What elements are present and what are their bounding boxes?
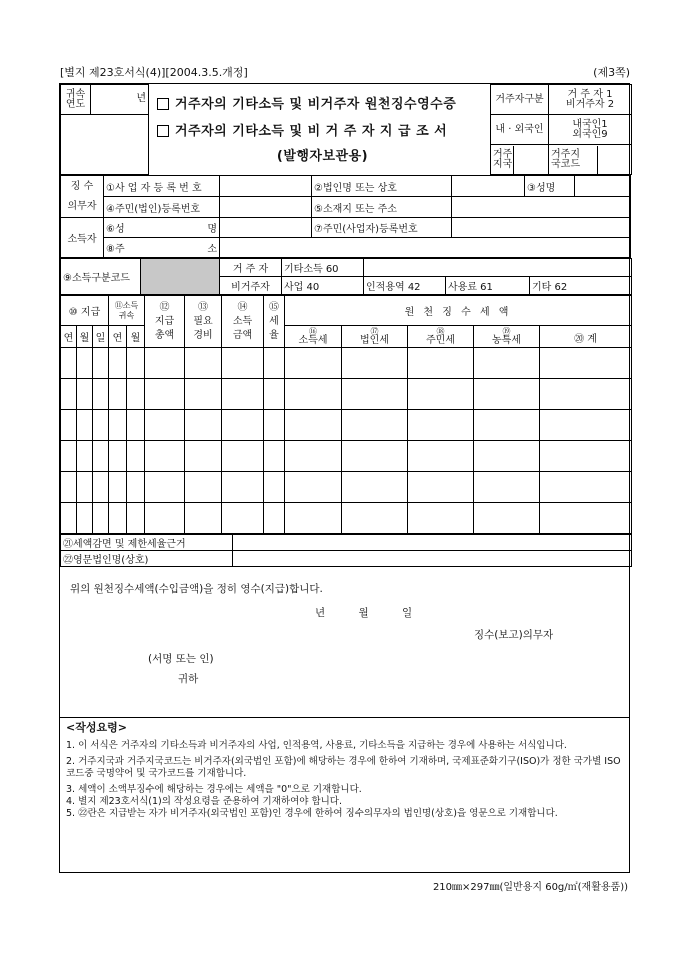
col-rate: ⑮ 세 율 <box>264 296 285 348</box>
table-row <box>61 503 632 534</box>
table-cell[interactable] <box>342 441 408 472</box>
table-row <box>61 472 632 503</box>
table-cell[interactable] <box>61 503 77 534</box>
earner-resident-no-field[interactable] <box>452 218 631 238</box>
table-cell[interactable] <box>408 441 474 472</box>
table-cell[interactable] <box>285 348 342 379</box>
payer-name-field[interactable] <box>575 176 631 197</box>
payer-address-field[interactable] <box>452 197 631 218</box>
income-type-label: ⑨소득구분코드 <box>61 259 141 295</box>
table-cell[interactable] <box>61 472 77 503</box>
table-cell[interactable] <box>61 410 77 441</box>
col-sub-attr-year: 연 <box>109 326 127 348</box>
payer-label: 징 수 의무자 <box>61 176 104 218</box>
earner-name-label: ⑥성 <box>106 224 125 235</box>
table-cell[interactable] <box>474 410 540 441</box>
table-cell[interactable] <box>109 472 127 503</box>
table-cell[interactable] <box>185 503 222 534</box>
earner-name-label-b: 명 <box>207 224 217 235</box>
table-cell[interactable] <box>540 441 632 472</box>
table-cell[interactable] <box>77 503 93 534</box>
table-cell[interactable] <box>540 410 632 441</box>
table-cell[interactable] <box>61 441 77 472</box>
earner-label: 소득자 <box>61 218 104 258</box>
instructions <box>59 718 630 873</box>
table-cell[interactable] <box>474 503 540 534</box>
table-cell[interactable] <box>93 348 109 379</box>
payer-corp-label: ②법인명 또는 상호 <box>312 176 452 197</box>
table-cell[interactable] <box>145 441 185 472</box>
party-block <box>60 175 631 258</box>
year-unit: 년 <box>91 85 149 115</box>
table-cell[interactable] <box>264 503 285 534</box>
table-cell[interactable] <box>61 379 77 410</box>
receipt-statement: 위의 원천징수세액(수입금액)을 정히 영수(지급)합니다. <box>70 583 323 595</box>
extra-block <box>60 534 632 567</box>
instruction-item: 2. 거주지국과 거주지국코드는 비거주자(외국법인 포함)에 해당하는 경우에 한하여 기재하며, 국제표준화기구(ISO)가 정한 국가별 ISO코드중 국명약어 및 국가코드를 기재합니다. <box>66 756 621 779</box>
table-cell[interactable] <box>127 503 145 534</box>
income-resident-label: 거 주 자 <box>220 259 282 277</box>
payer-name-label: ③성명 <box>525 176 575 197</box>
instruction-item: 1. 이 서식은 거주자의 기타소득과 비거주자의 사업, 인적용역, 사용료, 기타소득을 지급하는 경우에 사용하는 서식입니다. <box>66 740 567 751</box>
income-nonresident-label: 비거주자 <box>220 277 282 295</box>
table-cell[interactable] <box>264 348 285 379</box>
payer-resident-no-field[interactable] <box>220 197 312 218</box>
table-cell[interactable] <box>540 472 632 503</box>
earner-address-field[interactable] <box>220 238 631 258</box>
table-cell[interactable] <box>540 503 632 534</box>
table-cell[interactable] <box>264 379 285 410</box>
table-cell[interactable] <box>285 503 342 534</box>
table-cell[interactable] <box>285 410 342 441</box>
earner-name-field[interactable] <box>220 218 312 238</box>
table-cell[interactable] <box>285 472 342 503</box>
income-code-resident-0: 기타소득 60 <box>282 259 364 277</box>
english-name-label: ㉒영문법인명(상호) <box>61 551 233 567</box>
instruction-item: 4. 별지 제23호서식(1)의 작성요령을 준용하여 기재하여야 합니다. <box>66 796 342 807</box>
table-cell[interactable] <box>408 472 474 503</box>
table-cell[interactable] <box>127 379 145 410</box>
checkbox-statement[interactable] <box>157 125 169 137</box>
col-income: ⑭ 소득 금액 <box>222 296 264 348</box>
table-cell[interactable] <box>93 441 109 472</box>
receipt-to: 귀하 <box>178 673 199 685</box>
income-code-nonresident-3: 기타 62 <box>530 277 632 295</box>
col-tax-2-num: ⑱ <box>436 327 445 336</box>
table-row <box>61 441 632 472</box>
col-tax-3: 농특세 <box>492 335 521 346</box>
reduction-label: ㉑세액감면 및 제한세율근거 <box>61 535 233 551</box>
table-cell[interactable] <box>185 441 222 472</box>
table-cell[interactable] <box>540 348 632 379</box>
paper-size-note: 210㎜×297㎜(일반용지 60g/㎡(재활용품)) <box>432 882 628 893</box>
table-cell[interactable] <box>185 472 222 503</box>
table-cell[interactable] <box>127 410 145 441</box>
col-sub-day: 일 <box>93 326 109 348</box>
table-cell[interactable] <box>185 410 222 441</box>
table-cell[interactable] <box>61 348 77 379</box>
col-attr-year: ⑪소득 귀속 <box>109 296 145 326</box>
table-cell[interactable] <box>222 348 264 379</box>
col-sum: ⑳ 계 <box>540 326 632 348</box>
page-number: (제3쪽) <box>593 66 630 79</box>
col-total: ⑫ 지급 총액 <box>145 296 185 348</box>
table-cell[interactable] <box>109 503 127 534</box>
table-cell[interactable] <box>222 410 264 441</box>
table-cell[interactable] <box>474 348 540 379</box>
form-body <box>59 83 630 718</box>
col-tax-1-num: ⑰ <box>370 327 379 336</box>
table-cell[interactable] <box>77 441 93 472</box>
title-statement: 거주자의 기타소득 및 비 거 주 자 지 급 조 서 <box>175 123 448 139</box>
table-cell[interactable] <box>109 348 127 379</box>
table-cell[interactable] <box>540 379 632 410</box>
table-cell[interactable] <box>77 410 93 441</box>
instruction-item: 5. ㉒란은 지급받는 자가 비거주자(외국법인 포함)인 경우에 한하여 징수의무자의 법인명(상호)을 영문으로 기재합니다. <box>66 808 558 819</box>
table-cell[interactable] <box>264 472 285 503</box>
table-cell[interactable] <box>408 503 474 534</box>
table-cell[interactable] <box>93 472 109 503</box>
receipt-payer: 징수(보고)의무자 <box>474 629 554 641</box>
table-cell[interactable] <box>127 441 145 472</box>
col-tax-0-num: ⑯ <box>309 327 317 336</box>
table-cell[interactable] <box>93 379 109 410</box>
table-cell[interactable] <box>93 503 109 534</box>
table-cell[interactable] <box>474 472 540 503</box>
table-cell[interactable] <box>222 503 264 534</box>
table-cell[interactable] <box>127 472 145 503</box>
table-cell[interactable] <box>77 379 93 410</box>
year-label: 귀속 연도 <box>61 85 91 115</box>
table-cell[interactable] <box>185 348 222 379</box>
table-cell[interactable] <box>222 472 264 503</box>
table-cell[interactable] <box>342 410 408 441</box>
resident-type-label: 거주자구분 <box>491 85 549 115</box>
receipt-sign: (서명 또는 인) <box>148 653 214 665</box>
payment-table <box>60 295 632 534</box>
payer-resident-no-label: ④주민(법인)등록번호 <box>104 197 220 218</box>
table-cell[interactable] <box>222 441 264 472</box>
col-pay-date: ⑩ 지급 <box>61 296 109 326</box>
table-cell[interactable] <box>264 441 285 472</box>
table-cell[interactable] <box>109 441 127 472</box>
earner-address-label: ⑧주 <box>106 244 125 255</box>
payer-corp-field[interactable] <box>452 176 525 197</box>
payer-biz-no-label: ①사 업 자 등 록 번 호 <box>104 176 220 197</box>
table-cell[interactable] <box>474 441 540 472</box>
table-cell[interactable] <box>77 348 93 379</box>
domestic-value: 내국인1 외국인9 <box>549 115 632 145</box>
table-cell[interactable] <box>145 410 185 441</box>
table-cell[interactable] <box>408 379 474 410</box>
table-cell[interactable] <box>342 348 408 379</box>
col-sub-month: 월 <box>77 326 93 348</box>
table-cell[interactable] <box>109 379 127 410</box>
title-block <box>60 84 632 175</box>
col-tax-2: 주민세 <box>426 335 455 346</box>
income-code-nonresident-0: 사업 40 <box>282 277 364 295</box>
table-cell[interactable] <box>145 348 185 379</box>
country-code-label: 거주지 국코드 <box>549 146 598 174</box>
table-cell[interactable] <box>408 348 474 379</box>
table-cell[interactable] <box>264 410 285 441</box>
earner-address-label-b: 소 <box>207 244 217 255</box>
col-tax-3-num: ⑲ <box>502 327 511 336</box>
table-cell[interactable] <box>145 379 185 410</box>
table-cell[interactable] <box>222 379 264 410</box>
income-type-block <box>60 258 632 295</box>
instruction-item: 3. 세액이 소액부징수에 해당하는 경우에는 세액을 "0"으로 기재합니다. <box>66 784 362 795</box>
col-expense: ⑬ 필요 경비 <box>185 296 222 348</box>
table-cell[interactable] <box>342 472 408 503</box>
table-cell[interactable] <box>342 503 408 534</box>
table-cell[interactable] <box>185 379 222 410</box>
country-label: 거주 지국 <box>491 146 514 174</box>
title-receipt: 거주자의 기타소득 및 비거주자 원천징수영수증 <box>175 96 457 112</box>
col-withholding: 원 천 징 수 세 액 <box>285 296 632 326</box>
income-type-code-field[interactable] <box>141 259 220 295</box>
table-cell[interactable] <box>408 410 474 441</box>
payer-address-label: ⑤소재지 또는 주소 <box>312 197 452 218</box>
receipt-date: 년 월 일 <box>315 607 413 619</box>
table-cell[interactable] <box>77 472 93 503</box>
table-row <box>61 348 632 379</box>
receipt-block <box>60 567 629 692</box>
checkbox-receipt[interactable] <box>157 98 169 110</box>
table-cell[interactable] <box>109 410 127 441</box>
earner-resident-no-label: ⑦주민(사업자)등록번호 <box>312 218 452 238</box>
payer-biz-no-field[interactable] <box>220 176 312 197</box>
table-cell[interactable] <box>145 472 185 503</box>
income-code-nonresident-2: 사용료 61 <box>446 277 530 295</box>
instructions-heading: <작성요령> <box>66 721 127 734</box>
table-cell[interactable] <box>285 379 342 410</box>
table-cell[interactable] <box>127 348 145 379</box>
col-tax-1: 법인세 <box>360 335 389 346</box>
table-cell[interactable] <box>93 410 109 441</box>
table-row <box>61 410 632 441</box>
col-tax-0: 소득세 <box>298 335 328 346</box>
table-cell[interactable] <box>285 441 342 472</box>
table-cell[interactable] <box>474 379 540 410</box>
table-row <box>61 379 632 410</box>
col-sub-year: 연 <box>61 326 77 348</box>
resident-type-value: 거 주 자 1 비거주자 2 <box>549 85 632 115</box>
col-sub-attr-month: 월 <box>127 326 145 348</box>
table-cell[interactable] <box>145 503 185 534</box>
table-cell[interactable] <box>342 379 408 410</box>
form-id: [별지 제23호서식(4)][2004.3.5.개정] <box>60 66 248 79</box>
english-name-field[interactable] <box>233 551 632 567</box>
income-code-nonresident-1: 인적용역 42 <box>364 277 446 295</box>
reduction-field[interactable] <box>233 535 632 551</box>
domestic-label: 내 · 외국인 <box>491 115 549 145</box>
title-copy: (발행자보관용) <box>276 148 369 164</box>
